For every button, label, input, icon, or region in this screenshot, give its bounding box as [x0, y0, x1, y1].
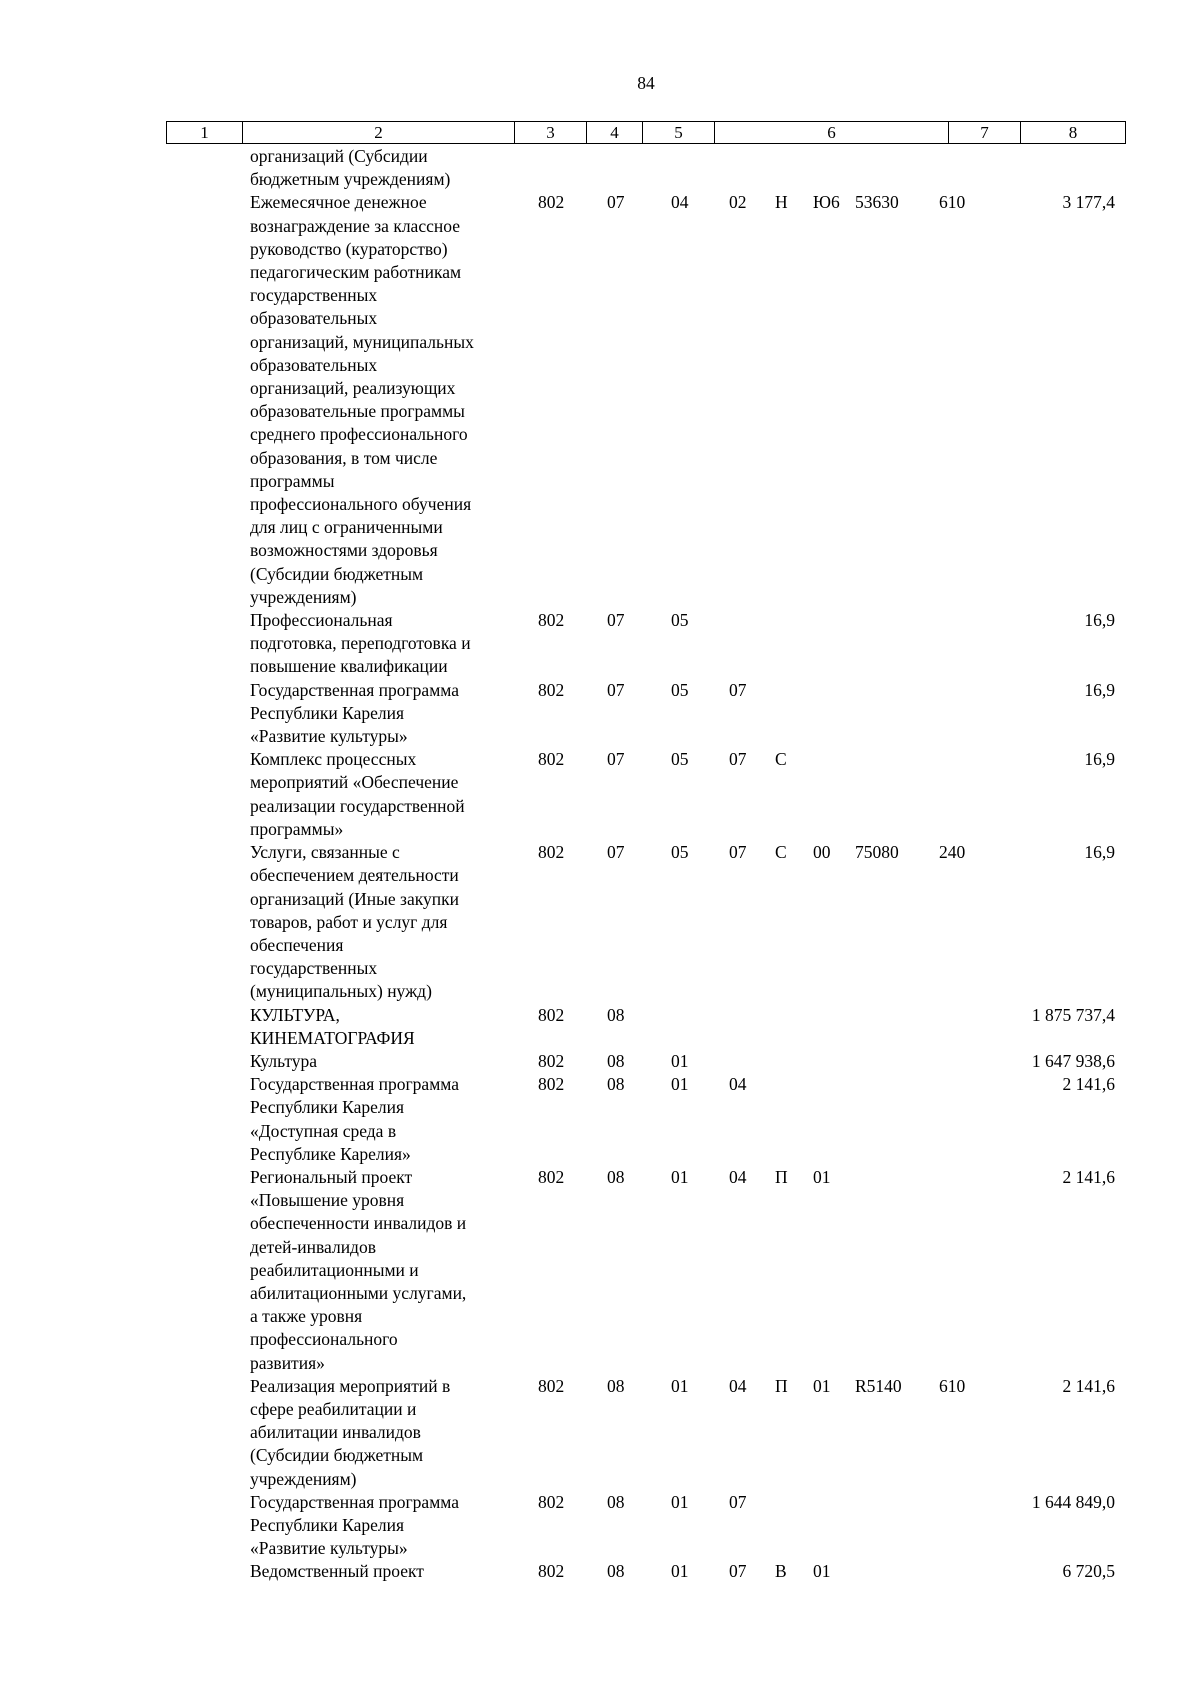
description-line: реабилитационными и	[250, 1259, 419, 1280]
description-line: (Субсидии бюджетным	[250, 1445, 424, 1466]
description-line: Ведомственный проект	[250, 1561, 424, 1582]
description-line: Культура	[250, 1050, 318, 1071]
code-column-3: 802	[538, 1166, 565, 1187]
description-line: учреждениям)	[250, 586, 357, 607]
code-column-6-program: 07	[729, 679, 747, 700]
budget-table-body	[0, 145, 1200, 1584]
code-column-6-program: 02	[729, 192, 747, 213]
description-line: образовательных	[250, 354, 378, 375]
code-column-4: 07	[607, 749, 625, 770]
description-line: организаций (Субсидии	[250, 146, 428, 166]
code-column-5: 01	[671, 1166, 689, 1187]
description-line: а также уровня	[250, 1306, 363, 1327]
amount-column-8: 3 177,4	[1062, 192, 1115, 213]
table-row	[0, 1004, 1200, 1050]
description-line: Республике Карелия»	[250, 1143, 411, 1164]
column-header-3: 3	[515, 122, 587, 144]
table-row	[0, 1375, 1200, 1491]
code-column-6-item: 01	[813, 1561, 831, 1582]
code-column-6-type: В	[775, 1561, 787, 1582]
description-line: Профессиональная	[250, 610, 393, 631]
description-line: государственных	[250, 958, 378, 979]
description-line: Реализация мероприятий в	[250, 1375, 451, 1396]
description-line: детей-инвалидов	[250, 1236, 376, 1257]
row-description	[250, 1004, 518, 1050]
row-description	[250, 1073, 518, 1166]
code-column-6-program: 07	[729, 749, 747, 770]
row-description	[250, 1491, 518, 1561]
code-column-6-type: П	[775, 1375, 788, 1396]
code-column-5: 01	[671, 1074, 689, 1095]
amount-column-8: 6 720,5	[1062, 1561, 1115, 1582]
description-line: программы»	[250, 818, 344, 839]
description-line: для лиц с ограниченными	[250, 517, 443, 538]
code-column-4: 08	[607, 1050, 625, 1071]
amount-column-8: 16,9	[1084, 749, 1115, 770]
description-line: «Развитие культуры»	[250, 726, 408, 747]
code-column-6-item: 01	[813, 1166, 831, 1187]
description-line: государственных	[250, 285, 378, 306]
page-number: 84	[637, 73, 655, 93]
description-line: педагогическим работникам	[250, 262, 462, 283]
code-column-4: 08	[607, 1375, 625, 1396]
column-header-row	[167, 122, 1126, 144]
description-line: вознаграждение за классное	[250, 215, 460, 236]
row-description	[250, 1375, 518, 1491]
code-column-7: 610	[939, 1375, 966, 1396]
column-header-table	[166, 121, 1126, 144]
table-row	[0, 145, 1200, 191]
code-column-5: 05	[671, 842, 689, 863]
table-row	[0, 609, 1200, 679]
table-row	[0, 1166, 1200, 1375]
description-line: обеспечением деятельности	[250, 865, 459, 886]
description-line: Ежемесячное денежное	[250, 192, 427, 213]
table-row	[0, 191, 1200, 609]
description-line: мероприятий «Обеспечение	[250, 772, 459, 793]
description-line: учреждениям)	[250, 1468, 357, 1489]
code-column-3: 802	[538, 749, 565, 770]
code-column-3: 802	[538, 1491, 565, 1512]
description-line: Государственная программа	[250, 1074, 459, 1095]
code-column-3: 802	[538, 610, 565, 631]
code-column-4: 07	[607, 842, 625, 863]
code-column-5: 01	[671, 1491, 689, 1512]
description-line: Региональный проект	[250, 1166, 413, 1187]
column-header-8: 8	[1021, 122, 1126, 144]
description-line: образования, в том числе	[250, 447, 438, 468]
description-line: организаций, реализующих	[250, 378, 456, 399]
code-column-6-item: 01	[813, 1375, 831, 1396]
code-column-5: 05	[671, 749, 689, 770]
code-column-6-program: 07	[729, 1561, 747, 1582]
description-line: Республики Карелия	[250, 702, 405, 723]
table-row	[0, 1073, 1200, 1166]
code-column-3: 802	[538, 1050, 565, 1071]
description-line: развития»	[250, 1352, 325, 1373]
description-line: профессионального	[250, 1329, 398, 1350]
row-description	[250, 191, 518, 609]
code-column-3: 802	[538, 679, 565, 700]
code-column-6-type: С	[775, 842, 787, 863]
amount-column-8: 16,9	[1084, 679, 1115, 700]
description-line: абилитационными услугами,	[250, 1282, 467, 1303]
code-column-5: 05	[671, 610, 689, 631]
column-header-6: 6	[715, 122, 949, 144]
code-column-5: 01	[671, 1050, 689, 1071]
row-description	[250, 679, 518, 749]
description-line: возможностями здоровья	[250, 540, 438, 561]
code-column-4: 08	[607, 1561, 625, 1582]
description-line: повышение квалификации	[250, 656, 448, 677]
table-row	[0, 748, 1200, 841]
code-column-3: 802	[538, 1074, 565, 1095]
description-line: реализации государственной	[250, 795, 465, 816]
column-header-5: 5	[643, 122, 715, 144]
row-description	[250, 841, 518, 1003]
code-column-6-program: 07	[729, 1491, 747, 1512]
description-line: организаций, муниципальных	[250, 331, 474, 352]
code-column-3: 802	[538, 1004, 565, 1025]
code-column-7: 610	[939, 192, 966, 213]
code-column-6-program: 04	[729, 1074, 747, 1095]
table-row	[0, 841, 1200, 1003]
amount-column-8: 16,9	[1084, 610, 1115, 631]
row-description	[250, 1560, 518, 1583]
description-line: КУЛЬТУРА,	[250, 1004, 340, 1025]
amount-column-8: 1 647 938,6	[1031, 1050, 1115, 1071]
amount-column-8: 1 875 737,4	[1031, 1004, 1115, 1025]
description-line: «Доступная среда в	[250, 1120, 397, 1141]
code-column-3: 802	[538, 192, 565, 213]
code-column-6-type: С	[775, 749, 787, 770]
code-column-4: 08	[607, 1491, 625, 1512]
code-column-4: 07	[607, 610, 625, 631]
column-header-7: 7	[949, 122, 1021, 144]
amount-column-8: 2 141,6	[1062, 1074, 1115, 1095]
code-column-6-type: П	[775, 1166, 788, 1187]
description-line: Государственная программа	[250, 679, 459, 700]
description-line: программы	[250, 470, 335, 491]
row-description	[250, 748, 518, 841]
code-column-4: 08	[607, 1166, 625, 1187]
description-line: (Субсидии бюджетным	[250, 563, 424, 584]
description-line: (муниципальных) нужд)	[250, 981, 432, 1002]
code-column-3: 802	[538, 1375, 565, 1396]
row-description	[250, 1166, 518, 1375]
code-column-5: 01	[671, 1375, 689, 1396]
description-line: образовательных	[250, 308, 378, 329]
table-row	[0, 1560, 1200, 1583]
description-line: товаров, работ и услуг для	[250, 911, 448, 932]
amount-column-8: 2 141,6	[1062, 1166, 1115, 1187]
amount-column-8: 2 141,6	[1062, 1375, 1115, 1396]
code-column-5: 05	[671, 679, 689, 700]
code-column-6-direction: 53630	[855, 192, 899, 213]
code-column-6-program: 04	[729, 1166, 747, 1187]
description-line: обеспечения	[250, 934, 344, 955]
description-line: «Развитие культуры»	[250, 1538, 408, 1559]
code-column-6-item: 00	[813, 842, 831, 863]
amount-column-8: 1 644 849,0	[1031, 1491, 1115, 1512]
code-column-3: 802	[538, 1561, 565, 1582]
description-line: руководство (кураторство)	[250, 238, 448, 259]
code-column-3: 802	[538, 842, 565, 863]
code-column-4: 07	[607, 679, 625, 700]
description-line: среднего профессионального	[250, 424, 468, 445]
description-line: обеспеченности инвалидов и	[250, 1213, 467, 1234]
code-column-6-direction: 75080	[855, 842, 899, 863]
code-column-6-item: Ю6	[813, 192, 840, 213]
code-column-6-program: 07	[729, 842, 747, 863]
row-description	[250, 1050, 518, 1073]
description-line: сфере реабилитации и	[250, 1398, 417, 1419]
table-row	[0, 679, 1200, 749]
description-line: Комплекс процессных	[250, 749, 417, 770]
code-column-6-direction: R5140	[855, 1375, 902, 1396]
column-header-1: 1	[167, 122, 243, 144]
column-header-4: 4	[587, 122, 643, 144]
description-line: Государственная программа	[250, 1491, 459, 1512]
table-row	[0, 1491, 1200, 1561]
row-description	[250, 145, 518, 191]
description-line: КИНЕМАТОГРАФИЯ	[250, 1027, 415, 1048]
code-column-6-program: 04	[729, 1375, 747, 1396]
code-column-6-type: Н	[775, 192, 788, 213]
code-column-4: 08	[607, 1074, 625, 1095]
description-line: организаций (Иные закупки	[250, 888, 459, 909]
row-description	[250, 609, 518, 679]
description-line: профессионального обучения	[250, 494, 472, 515]
column-header-2: 2	[243, 122, 515, 144]
description-line: Республики Карелия	[250, 1514, 405, 1535]
description-line: образовательные программы	[250, 401, 465, 422]
description-line: Республики Карелия	[250, 1097, 405, 1118]
code-column-4: 07	[607, 192, 625, 213]
description-line: подготовка, переподготовка и	[250, 633, 471, 654]
description-line: бюджетным учреждениям)	[250, 169, 451, 190]
amount-column-8: 16,9	[1084, 842, 1115, 863]
code-column-5: 01	[671, 1561, 689, 1582]
description-line: «Повышение уровня	[250, 1190, 405, 1211]
description-line: Услуги, связанные с	[250, 842, 400, 863]
code-column-5: 04	[671, 192, 689, 213]
code-column-4: 08	[607, 1004, 625, 1025]
description-line: абилитации инвалидов	[250, 1422, 421, 1443]
code-column-7: 240	[939, 842, 966, 863]
table-row	[0, 1050, 1200, 1073]
